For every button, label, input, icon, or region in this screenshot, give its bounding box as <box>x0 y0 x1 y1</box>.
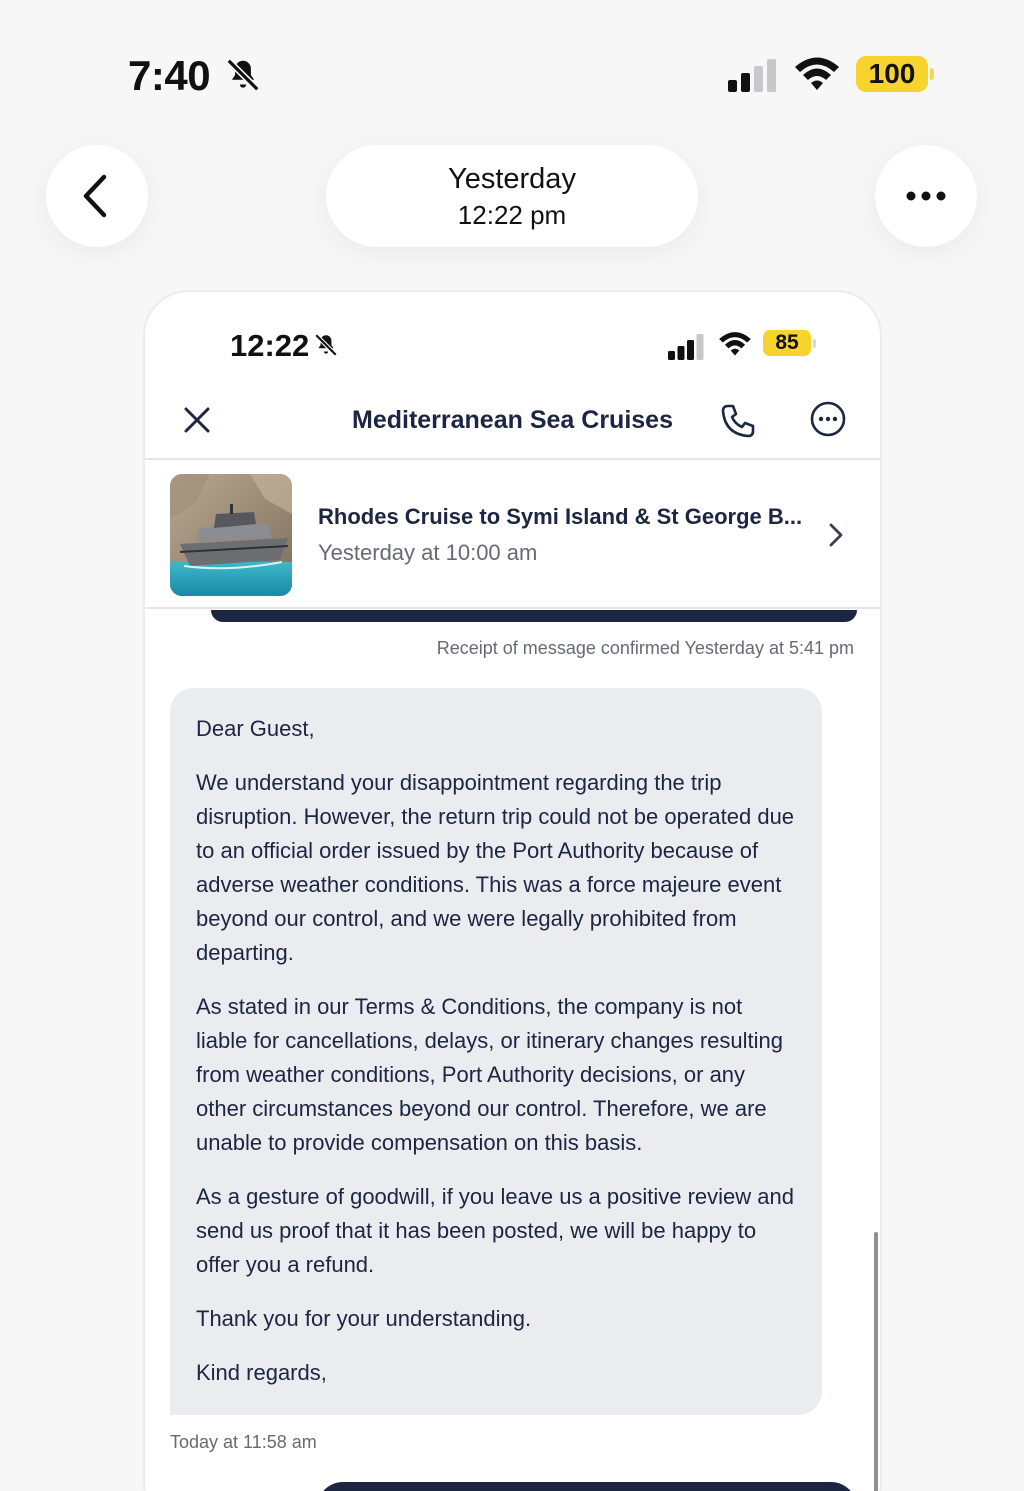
chevron-right-icon <box>825 520 847 550</box>
bell-slash-icon <box>313 332 339 358</box>
back-button[interactable] <box>46 145 148 247</box>
message-paragraph: As a gesture of goodwill, if you leave us a positive review and send us proof that it has been posted, we will be happy to offer you a refund. <box>196 1184 794 1277</box>
date-pill <box>326 145 698 247</box>
wifi-icon <box>717 330 753 358</box>
conversation-title <box>145 406 880 435</box>
message-paragraph: We understand your disappointment regarding the trip disruption. However, the return trip could not be operated due to an official order issued by the Port Authority because of adverse weather conditions. This was a force majeure event beyond our control, and we were legally prohibited from departing. <box>196 770 795 965</box>
date-line-2: 12:22 pm <box>457 200 567 230</box>
battery-indicator: 85 <box>763 330 811 356</box>
screenshot-card <box>143 290 882 1491</box>
message-paragraph: Thank you for your understanding. <box>196 1306 532 1331</box>
wifi-icon <box>792 56 842 92</box>
message-timestamp: Today at 11:58 am <box>170 1432 317 1452</box>
scrollbar[interactable] <box>874 1232 878 1491</box>
read-receipt: Receipt of message confirmed Yesterday at 5:41 pm <box>436 638 854 658</box>
outer-status-bar <box>0 50 1024 100</box>
app-header <box>145 384 880 460</box>
bell-slash-icon <box>224 56 262 94</box>
trip-summary-row[interactable] <box>145 462 880 609</box>
trip-title: Rhodes Cruise to Symi Island & St George B... <box>318 504 803 529</box>
trip-thumbnail <box>170 474 292 596</box>
conversation-title-text: Mediterranean Sea Cruises <box>352 406 673 434</box>
trip-datetime: Yesterday at 10:00 am <box>318 540 538 565</box>
more-dots-icon <box>875 145 977 247</box>
message-paragraph: As stated in our Terms & Conditions, the company is not liable for cancellations, delays, or itinerary changes resulting from weather conditions, Port Authority decisions, or any other circumstances beyond our control. Therefore, we are unable to provide compensation on this basis. <box>196 994 783 1155</box>
phone-icon[interactable] <box>719 402 757 440</box>
message-paragraph: Dear Guest, <box>196 716 315 741</box>
battery-indicator: 100 <box>856 56 928 92</box>
more-button[interactable] <box>875 145 977 247</box>
sent-message-bubble <box>317 1482 857 1491</box>
signal-icon <box>726 58 778 92</box>
outer-time: 7:40 <box>128 52 211 99</box>
sent-message-bubble <box>211 610 857 622</box>
inner-time: 12:22 <box>230 328 310 363</box>
signal-icon <box>667 334 705 360</box>
inner-status-bar <box>145 328 880 368</box>
date-line-1: Yesterday <box>448 163 576 195</box>
received-message-bubble <box>170 688 822 1415</box>
message-paragraph: Kind regards, <box>196 1360 327 1385</box>
back-chevron-icon <box>46 145 148 247</box>
more-circle-icon[interactable] <box>809 400 847 438</box>
